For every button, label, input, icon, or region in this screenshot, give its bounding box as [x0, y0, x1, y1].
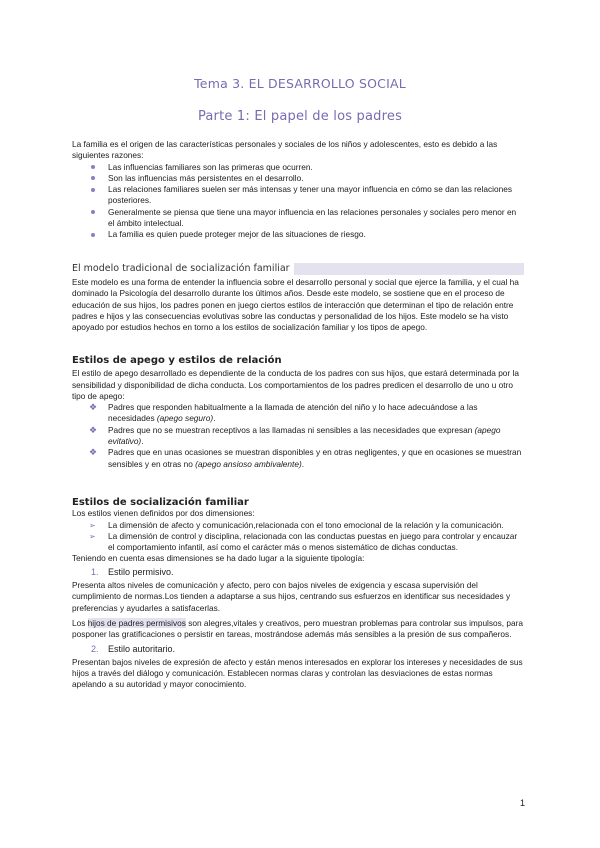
traditional-heading: El modelo tradicional de socialización familiar: [72, 263, 524, 275]
typology-intro: Teniendo en cuenta esas dimensiones se ha dado lugar a la siguiente tipología:: [72, 553, 365, 564]
intro-item: La familia es quien puede proteger mejor de las situaciones de riesgo.: [72, 229, 524, 240]
item-number: 1.: [91, 566, 99, 577]
arrow-bullet-icon: ➢: [89, 531, 96, 541]
socialization-heading: Estilos de socialización familiar: [72, 497, 249, 508]
dimension-item: ➢ La dimensión de control y disciplina, relacionada con las conductas puestas en juego para controlar y encauzar el comportamiento infantil, así como el carácter más o menos sistemático de dichas conductas.: [89, 530, 518, 553]
diamond-bullet-icon: ❖: [89, 424, 98, 435]
authoritarian-text: Presentan bajos niveles de expresión de afecto y están menos interesados en explorar los intereses y necesidades de sus hijos a través del diálogo y comunicación. Establecen normas claras y controlan las desviaciones de estas normas apelando a su autoridad y mayor conocimiento.: [72, 656, 523, 690]
typology-list-1: [72, 567, 524, 578]
traditional-section: [72, 263, 524, 333]
dimensions-list: [72, 520, 524, 554]
attachment-heading: Estilos de apego y estilos de relación: [72, 355, 282, 366]
intro-section: [72, 139, 524, 241]
diamond-bullet-icon: ❖: [89, 402, 98, 413]
attachment-section: [72, 355, 524, 470]
intro-text: La familia es el origen de las características personales y sociales de los niños y adolescentes, esto es debido a las siguientes razones:: [72, 139, 498, 161]
diamond-bullet-icon: ❖: [89, 447, 98, 458]
dimension-item: ➢ La dimensión de afecto y comunicación,relacionada con el tono emocional de la relación y la comunicación.: [89, 519, 504, 530]
intro-item: Generalmente se piensa que tiene una mayor influencia en las relaciones personales y sociales pero menor en el ámbito intelectual.: [72, 207, 524, 230]
traditional-text: Este modelo es una forma de entender la influencia sobre el desarrollo personal y social que ejerce la familia, y el cual ha dominado la Psicología del desarrollo durante los últimos años. Desde este modelo, se sostiene que en el proceso de educación de sus hijos, los padres ponen en juego ciertos estilos de interacción que determinan el tipo de relación entre padres e hijos y las consecuencias evolutivas sobre las conductas y personalidad de los hijos. Este modelo se ha visto apoyado por estudios hechos en torno a los estilos de socialización familiar y los tipos de apego.: [72, 277, 519, 333]
intro-item: Son las influencias más persistentes en el desarrollo.: [72, 173, 524, 184]
attachment-item: ❖ Padres que responden habitualmente a la llamada de atención del niño y lo hace adecuándose a las necesidades (apego seguro).: [89, 402, 478, 424]
socialization-section: [72, 497, 524, 691]
arrow-bullet-icon: ➢: [89, 520, 96, 530]
permissive-children-text: Los hijos de padres permisivos son alegres,vitales y creativos, pero muestran problemas para controlar sus impulsos, para posponer las gratificaciones o persistir en tareas, mostrándose además más sensibles a la presión de sus compañeros.: [72, 617, 524, 640]
permissive-style-item: 1. Estilo permisivo.: [91, 566, 174, 577]
item-number: 2.: [91, 643, 99, 654]
document-title: Tema 3. EL DESARROLLO SOCIAL: [194, 76, 406, 91]
permissive-text: Presenta altos niveles de comunicación y afecto, pero con bajos niveles de exigencia y escasa supervisión del cumplimiento de normas.Los tienden a adaptarse a sus hijos, centrando sus esfuerzos en identificar sus necesidades y preferencias y ayudarles a satisfacerlas.: [72, 580, 511, 613]
highlighted-phrase: hijos de padres permisivos: [87, 617, 186, 628]
intro-item: Las relaciones familiares suelen ser más intensas y tener una mayor influencia en cómo se dan las relaciones posteriores.: [72, 184, 524, 207]
attachment-item: ❖ Padres que no se muestran receptivos a las llamadas ni sensibles a las necesidades que expresan (apego evitativo).: [89, 424, 501, 447]
typology-list-2: [72, 644, 524, 655]
intro-item: Las influencias familiares son las primeras que ocurren.: [72, 162, 524, 173]
attachment-list: [72, 402, 524, 470]
page-number: 1: [519, 798, 525, 808]
document-subtitle: Parte 1: El papel de los padres: [197, 109, 403, 124]
attachment-text: El estilo de apego desarrollado es dependiente de la conducta de los padres con sus hijos, que estará determinada por la sensibilidad y disponibilidad de dicha conducta. Los comportamientos de los padres predicen el desarrollo de uno u otro tipo de apego:: [72, 368, 519, 401]
socialization-text: Los estilos vienen definidos por dos dimensiones:: [72, 508, 255, 519]
intro-list: [72, 162, 524, 241]
heading-shade: [294, 263, 524, 275]
authoritarian-style-item: 2. Estilo autoritario.: [91, 643, 176, 654]
attachment-item: ❖ Padres que en unas ocasiones se muestran disponibles y en otras negligentes, y que en ocasiones se muestran sensibles y en otras no (apego ansioso ambivalente).: [89, 447, 522, 469]
